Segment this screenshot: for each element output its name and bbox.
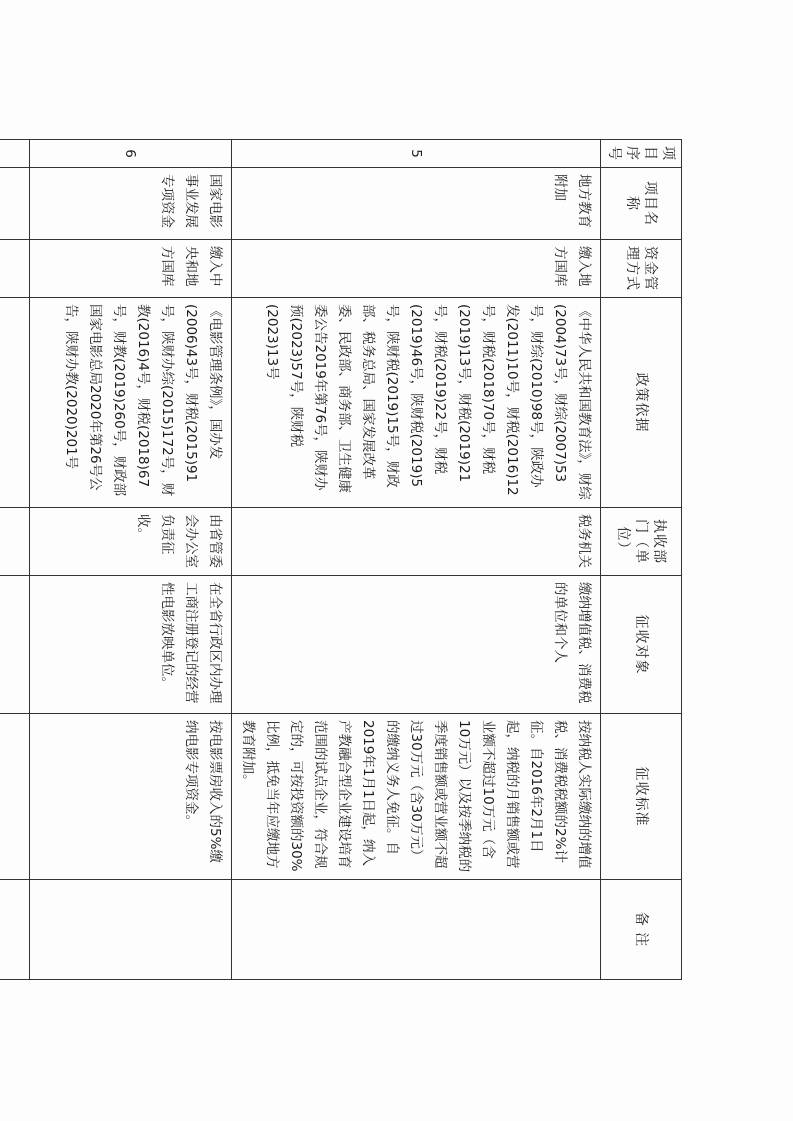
header-standard: 征收标准 [601, 714, 682, 880]
table-header-row [601, 140, 682, 980]
cell-remark [232, 880, 601, 980]
cell-empty [0, 714, 30, 880]
header-policy: 政策依据 [601, 298, 682, 508]
header-name: 项目名称 [601, 168, 682, 240]
cell-fund-mgmt: 缴入中央和地方国库 [30, 240, 232, 298]
cell-seq: 5 [232, 140, 601, 168]
cell-fund-mgmt: 缴入地方国库 [232, 240, 601, 298]
cell-dept: 由省管委会办公室负责征收。 [30, 508, 232, 576]
cell-seq: 6 [30, 140, 232, 168]
cell-name: 地方教育附加 [232, 168, 601, 240]
table-row [30, 140, 232, 980]
fee-items-table [0, 139, 682, 980]
header-remark: 备 注 [601, 880, 682, 980]
header-fund-mgmt: 资金管理方式 [601, 240, 682, 298]
cell-target: 缴纳增值税、消费税的单位和个人 [232, 576, 601, 714]
table-row [232, 140, 601, 980]
header-seq: 项目序号 [601, 140, 682, 168]
cell-empty [0, 168, 30, 240]
cell-standard: 按电影票房收入的5%缴纳电影专项资金。 [30, 714, 232, 880]
cell-empty [0, 298, 30, 508]
cell-dept: 税务机关 [232, 508, 601, 576]
cell-standard: 按纳税人实际缴纳的增值税、消费税税额的2%计征。自2016年2月1日起，纳税的月销售额或营业额不超过10万元（含10万元）以及按季纳税的季度销售额或营业额不超过30万元（含30万元）的缴纳义务人免征。自2019年1月1日起，纳入产教融合型企业建设培育范围的试点企业，符合规定的，可按投资额的30%比例，抵免当年应缴地方教育附加。 [232, 714, 601, 880]
cell-target: 在全省行政区内办理工商注册登记的经营性电影放映单位。 [30, 576, 232, 714]
table-row-empty [0, 140, 30, 980]
cell-empty [0, 576, 30, 714]
cell-policy: 《电影管理条例》，国办发(2006)43号，财税(2015)91号，陕财办综(2015)172号，财教(2016)4号，财税(2018)67号，财教(2019)260号，财政部 国家电影总局2020年第26号公告，陕财办教(2020)201号 [30, 298, 232, 508]
header-target: 征收对象 [601, 576, 682, 714]
cell-empty [0, 880, 30, 980]
header-dept: 执收部门（单位） [601, 508, 682, 576]
cell-remark [30, 880, 232, 980]
cell-name: 国家电影事业发展专项资金 [30, 168, 232, 240]
rotated-table-container [63, 139, 682, 979]
cell-empty [0, 240, 30, 298]
cell-policy: 《中华人民共和国教育法》，财综(2004)73号，财综(2007)53号，财综(2010)98号，陕政办发(2011)10号，财税(2016)12号，财税(2018)70号，财税(2019)13号，财税(2019)21号，财税(2019)22号，财税(2019)46号，陕财税(2019)5号，陕财税(2019)15号，财政部、税务总局、国家发展改革委、民政部、商务部、卫生健康委公告2019年第76号，陕财办预(2023)57号，陕财税(2023)13号 [232, 298, 601, 508]
cell-empty [0, 140, 30, 168]
cell-empty [0, 508, 30, 576]
